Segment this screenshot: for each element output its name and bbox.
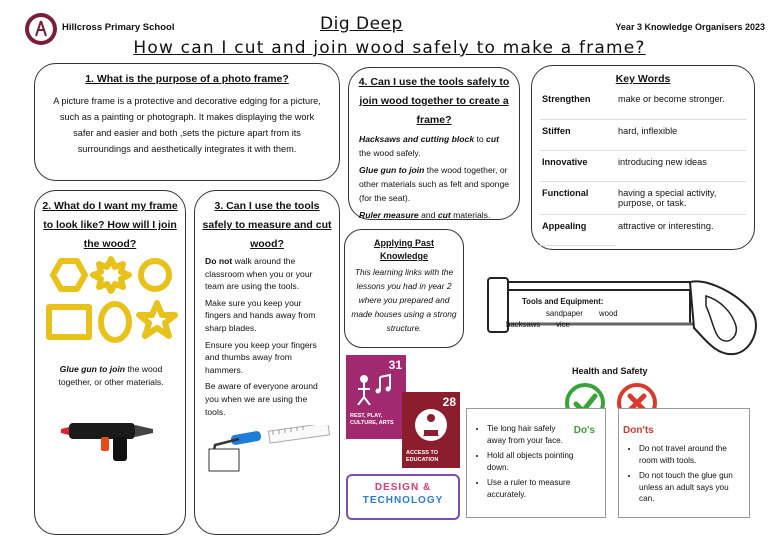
saw-and-ruler-icon — [203, 425, 335, 477]
purpose-heading: 1. What is the purpose of a photo frame? — [85, 73, 289, 85]
keywords-heading: Key Words — [615, 73, 671, 85]
measure-heading: 3. Can I use the tools safely to measure and cut wood? — [202, 200, 332, 250]
table-row: Functional having a special activity, purpose, or task. — [540, 181, 746, 214]
measure-text: Do not walk around the classroom when you or your team are using the tools. Make sure you keep your fingers and hands away from sharp blades. Ensure you keep your fingers and thumbs away from hammers. Be aware of everyone around you when we are using the tools. — [205, 256, 318, 417]
tool-item: wood — [599, 309, 618, 318]
past-knowledge-box — [344, 229, 464, 348]
tool-item: vice — [556, 320, 570, 329]
join-box — [348, 67, 520, 220]
purpose-box — [34, 63, 340, 181]
school-name: Hillcross Primary School — [62, 22, 175, 33]
past-text: This learning links with the lessons you had in year 2 where you prepared and made houses using a strong structure. — [351, 267, 457, 333]
badge-28-number: 28 — [442, 395, 456, 409]
measure-box — [194, 190, 340, 535]
list-item: • Hold all objects pointing down. — [487, 450, 575, 473]
badge-28 — [402, 392, 460, 468]
glue-gun-icon — [61, 415, 161, 465]
purpose-text: A picture frame is a protective and decorative edging for a picture, such as a painting or photograph. It makes displaying the work safer and easier and both ,sets the picture apart from its surroundings and aesthetically integrates it with them. — [53, 96, 321, 154]
look-heading: 2. What do I want my frame to look like? How will I join the wood? — [42, 200, 178, 250]
badge-28-text: ACCESS TO EDUCATION — [406, 450, 439, 463]
dos-list — [475, 423, 575, 504]
list-item: • Do not travel around the room with tools. — [639, 443, 745, 466]
education-icon — [412, 406, 450, 444]
look-text: Glue gun to join the wood together, or other materials. — [58, 364, 164, 387]
topic-title: Dig Deep — [320, 14, 403, 34]
year-label: Year 3 Knowledge Organisers 2023 — [615, 22, 765, 32]
keywords-table — [540, 88, 746, 246]
table-row: Stiffen hard, inflexible — [540, 119, 746, 150]
table-row: Strengthen make or become stronger. — [540, 88, 746, 119]
main-question: How can I cut and join wood safely to make a frame? — [133, 38, 646, 58]
design-technology-logo: DESIGN & TECHNOLOGY — [346, 474, 460, 520]
badge-31-text: REST, PLAY, CULTURE, ARTS — [350, 413, 394, 426]
join-text: Hacksaws and cutting block to cut the wood safely. Glue gun to join the wood together, or other materials such as felt and sponge (for the seat). Ruler measure and cut materials. — [359, 134, 510, 220]
tool-item: sandpaper — [546, 309, 583, 318]
tool-item: hacksaws — [506, 320, 541, 329]
dos-label: Do's — [573, 425, 595, 436]
donts-list — [627, 443, 745, 509]
past-heading: Applying Past Knowledge — [373, 238, 434, 261]
table-row: Appealing attractive or interesting. — [540, 214, 746, 245]
list-item: • Tie long hair safely away from your face. — [487, 423, 575, 446]
list-item: • Use a ruler to measure accurately. — [487, 477, 575, 500]
dos-box — [466, 408, 606, 518]
tools-heading: Tools and Equipment: — [522, 297, 604, 306]
health-heading: Health and Safety — [572, 366, 648, 376]
badge-31 — [346, 355, 406, 439]
donts-box — [618, 408, 750, 518]
join-heading: 4. Can I use the tools safely to join wood together to create a frame? — [358, 76, 510, 126]
list-item: • Do not touch the glue gun unless an adult says you can. — [639, 470, 745, 505]
frame-shapes-illustration — [43, 255, 179, 347]
donts-label: Don'ts — [623, 425, 654, 436]
table-row: Innovative introducing new ideas — [540, 150, 746, 181]
badge-31-number: 31 — [388, 358, 402, 372]
look-box — [34, 190, 186, 535]
keywords-box — [531, 65, 755, 250]
music-play-icon — [354, 371, 398, 405]
